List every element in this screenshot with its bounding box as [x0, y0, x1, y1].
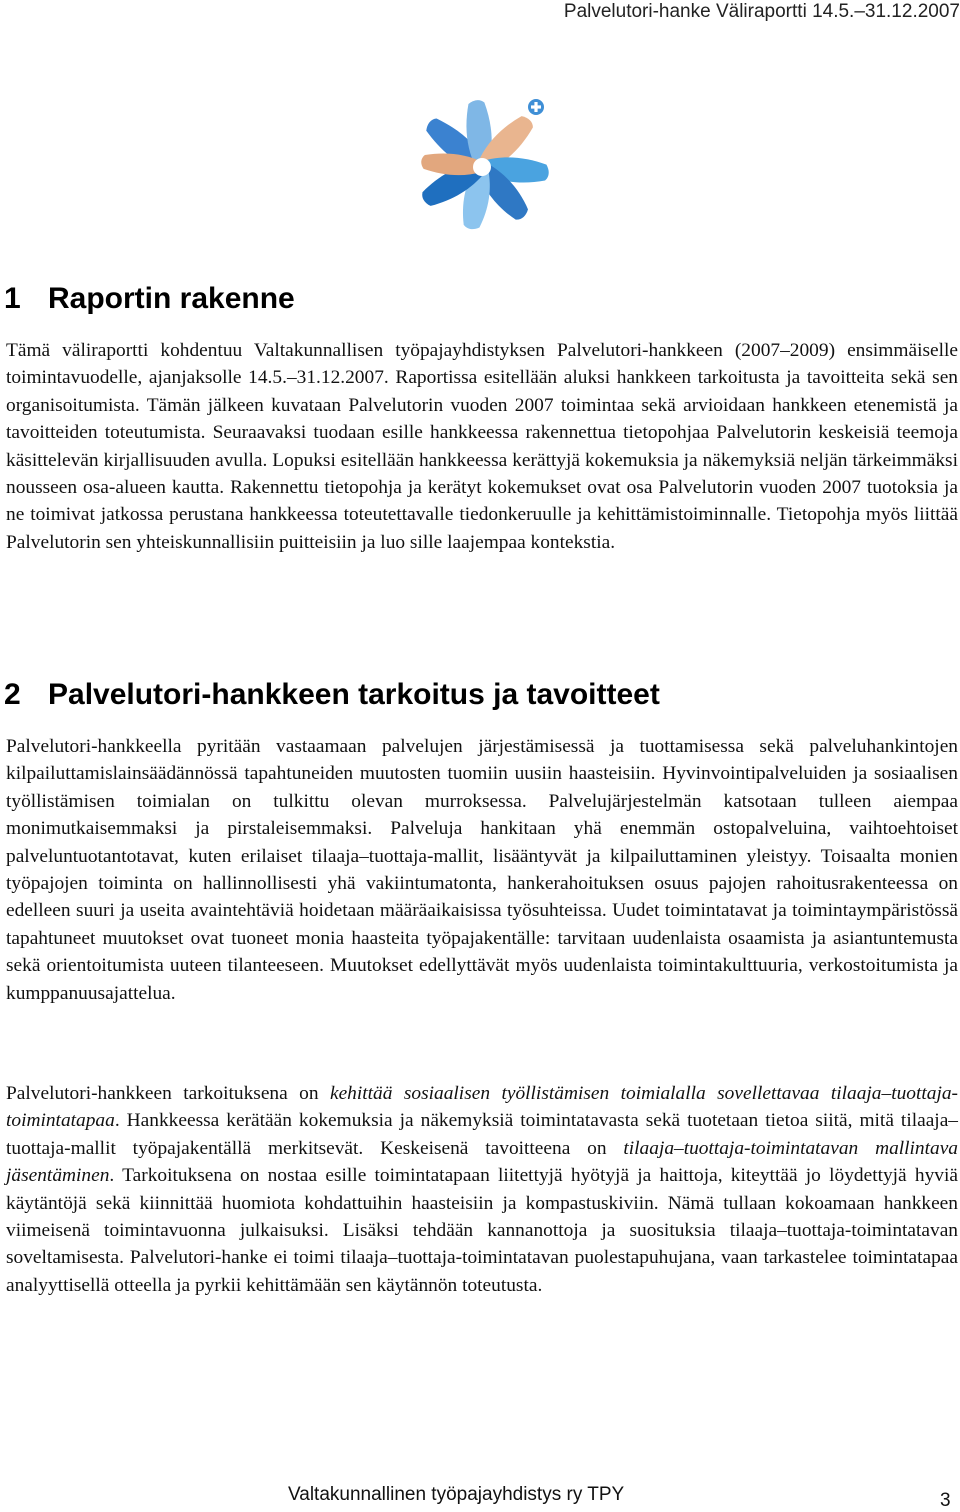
hands-circle-logo-icon [404, 93, 566, 233]
purpose-text-1: Palvelutori-hankkeen tarkoituksena on [6, 1083, 330, 1104]
section-2-heading [4, 678, 660, 712]
page-number: 3 [940, 1490, 951, 1511]
section-1-paragraph: Tämä väliraportti kohdentuu Valtakunnallisen työpajayhdistyksen Palvelutori-hankkeen (2007–2009) ensimmäiselle toimintavuodelle, ajanjaksolle 14.5.–31.12.2007. Raportissa esitellään aluksi hankkeen tarkoitusta ja tavoitteita sekä sen organisoitumista. Tämän jälkeen kuvataan Palvelutorin vuoden 2007 toimintaa sekä arvioidaan hankkeen etenemistä ja tavoitteiden toteutumista. Seuraavaksi tuodaan esille hankkeessa rakennettua tietopohjaa Palvelutorin keskeisiä teemoja käsittelevän kirjallisuuden avulla. Lopuksi esitellään hankkeessa kerättyjä kokemuksia ja näkemyksiä neljän tärkeimmäksi nousseen osa-alueen kautta. Rakennettu tietopohja ja kerätyt kokemukset ovat osa Palvelutorin vuoden 2007 tuotoksia ja ne toimivat jatkossa perustana hankkeessa toteutettavalle tiedonkeruulle ja kehittämistoiminnalle. Tietopohja myös liittää Palvelutorin sen yhteiskunnallisiin puitteisiin ja luo sille laajempaa kontekstia. [6, 340, 958, 553]
section-title: Palvelutori-hankkeen tarkoitus ja tavoitteet [48, 678, 660, 711]
footer-organization: Valtakunnallinen työpajayhdistys ry TPY [288, 1484, 625, 1505]
purpose-emphasis-2: tilaaja–tuottaja-toimintatavan mallintava jäsentäminen [6, 1137, 959, 1187]
purpose-emphasis-1: kehittää sosiaalisen työllistämisen toimialalla sovellettavaa tilaaja–tuottaja-toimintatapaa [6, 1083, 958, 1132]
section-2-paragraph-1: Palvelutori-hankkeella pyritään vastaamaan palvelujen järjestämisessä ja tuottamisessa sekä palveluhankintojen kilpailuttamislainsäädännössä tapahtuneiden muutosten tuomiin uusiin haasteisiin. Hyvinvointipalveluiden ja sosiaalisen työllistämisen toimialan on tulkittu olevan murroksessa. Palvelujärjestelmän katsotaan tulleen aiempaa monimutkaisemmaksi ja pirstaleisemmaksi. Palveluja hankitaan yhä enemmän ostopalveluina, vaihtoehtoiset palveluntuotantotavat, kuten erilaiset tilaaja–tuottaja-mallit, lisääntyvät ja kilpailuttaminen yleistyy. Toisaalta monien työpajojen toiminta on hallinnollisesti yhä vakiintumatonta, hankerahoituksen osuus pajojen rahoitusrakenteessa on edelleen suuri ja useita avaintehtäviä hoidetaan määräaikaisissa työsuhteissa. Uudet toimintatavat ja toimintaympäristössä tapahtuneet muutokset ovat tuoneet monia haasteita työpajakentälle: tarvitaan uudenlaista osaamista ja asiantuntemusta sekä orientoitumista uuteen tilanteeseen. Muutokset edellyttävät myös uudenlaista toimintakulttuuria, verkostoitumista ja kumppanuusajattelua. [6, 736, 958, 1004]
purpose-text-3: . Tarkoituksena on nostaa esille toimintatapaan liitettyjä hyötyjä ja haittoja, kiteyttää jo löydettyjä hyviä käytäntöjä sekä kiinnittää huomiota kohdattuihin haasteisiin ja kompastuskiviin. Nämä tullaan kokoamaan hankkeen viimeisenä toimintavuonna julkaisuksi. Lisäksi tehdään kannanottoja ja suosituksia tilaaja–tuottaja-toimintatavan soveltamisesta. Palvelutori-hanke ei toimi tilaaja–tuottaja-toimintatavan puolestapuhujana, vaan tarkastelee toimintatapaa analyyttisellä otteella ja pyrkii kehittämään sen käytännön toteutusta. [6, 1165, 958, 1296]
section-1-heading [4, 282, 295, 316]
section-number: 2 [4, 678, 21, 711]
running-header: Palvelutori-hanke Väliraportti 14.5.–31.12.2007 [563, 1, 960, 22]
section-number: 1 [4, 282, 21, 315]
purpose-text-2: . Hankkeessa kerätään kokemuksia ja näkemyksiä toimintatavasta sekä tuotetaan tietoa siitä, mitä tilaaja–tuottaja-mallit työpajakentällä merkitsevät. Keskeisenä tavoitteena on [6, 1110, 958, 1159]
section-2-paragraph-2 [6, 1080, 958, 1299]
section-title: Raportin rakenne [48, 282, 295, 315]
